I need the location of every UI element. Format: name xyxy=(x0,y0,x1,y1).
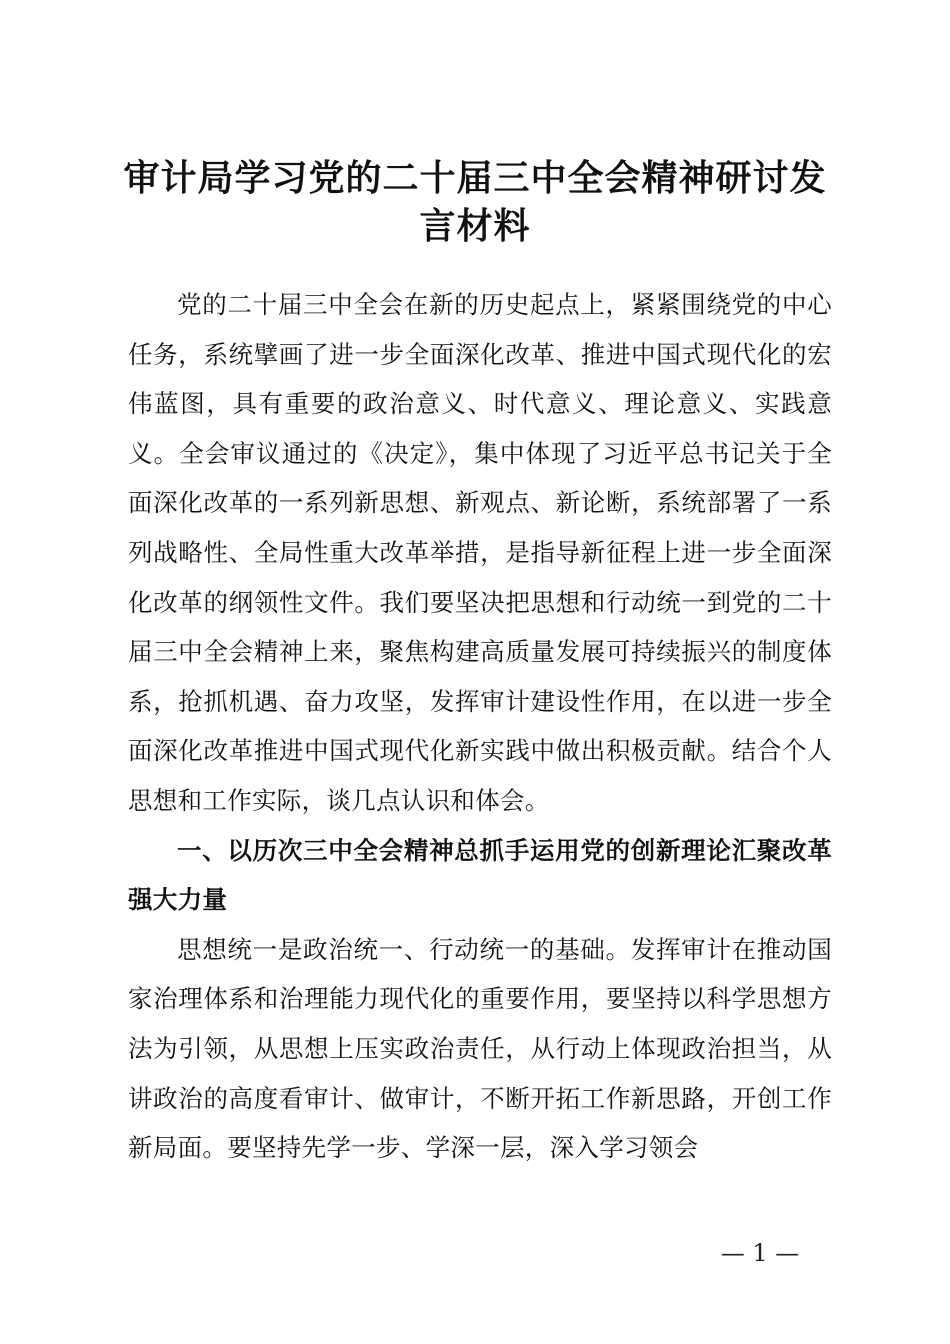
section-heading-1: 一、以历次三中全会精神总抓手运用党的创新理论汇聚改革强大力量 xyxy=(128,835,832,915)
page-number: — 1 — xyxy=(720,1239,800,1267)
section-1-paragraph: 思想统一是政治统一、行动统一的基础。发挥审计在推动国家治理体系和治理能力现代化的重要作用，要坚持以科学思想方法为引领，从思想上压实政治责任，从行动上体现政治担当，从讲政治的高度看审计、做审计，不断开拓工作新思路，开创工作新局面。要坚持先学一步、学深一层，深入学习领会 xyxy=(128,934,832,1163)
document-title: 审计局学习党的二十届三中全会精神研讨发言材料 xyxy=(123,158,827,247)
intro-paragraph: 党的二十届三中全会在新的历史起点上，紧紧围绕党的中心任务，系统擘画了进一步全面深化改革、推进中国式现代化的宏伟蓝图，具有重要的政治意义、时代意义、理论意义、实践意义。全会审议通过的《决定》，集中体现了习近平总书记关于全面深化改革的一系列新思想、新观点、新论断，系统部署了一系列战略性、全局性重大改革举措，是指导新征程上进一步全面深化改革的纲领性文件。我们要坚决把思想和行动统一到党的二十届三中全会精神上来，聚焦构建高质量发展可持续振兴的制度体系，抢抓机遇、奋力攻坚，发挥审计建设性作用，在以进一步全面深化改革推进中国式现代化新实践中做出积极贡献。结合个人思想和工作实际，谈几点认识和体会。 xyxy=(128,290,832,815)
document-body xyxy=(128,280,832,1173)
